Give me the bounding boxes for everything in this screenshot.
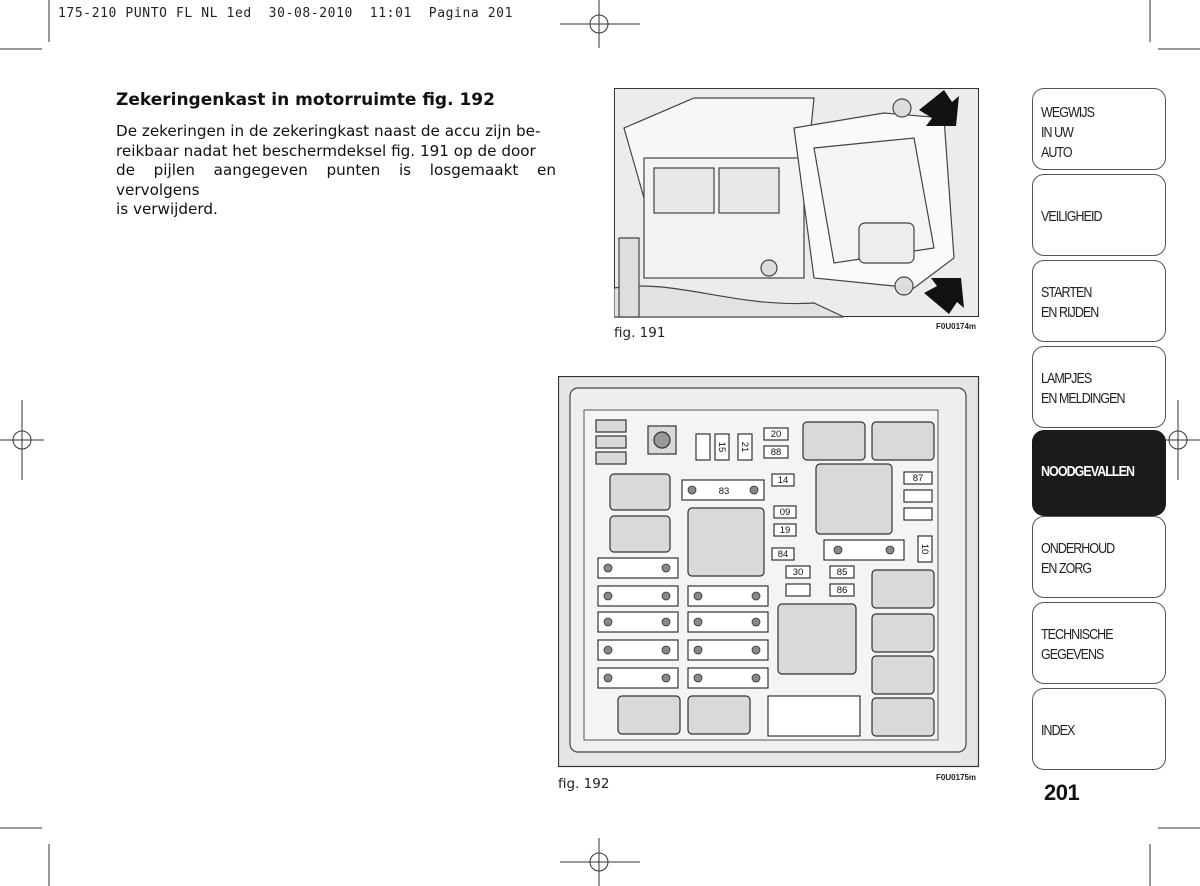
body-line: de pijlen aangegeven punten is losgemaakt en vervolgens [116, 161, 556, 199]
fuse-label: 21 [739, 441, 750, 453]
tab-label: LAMPJES EN MELDINGEN [1041, 371, 1125, 407]
fuse-label: 85 [836, 567, 848, 578]
tab-label: NOODGEVALLEN [1041, 464, 1135, 480]
tab-wegwijs[interactable] [1032, 88, 1166, 170]
fuse-label: 15 [716, 441, 727, 453]
fuse-label: 14 [777, 475, 789, 486]
body-line: is verwijderd. [116, 200, 218, 218]
tab-index[interactable] [1032, 688, 1166, 770]
tab-label: TECHNISCHE GEGEVENS [1041, 627, 1113, 663]
tab-label: STARTEN EN RIJDEN [1041, 285, 1099, 321]
tab-label: VEILIGHEID [1041, 209, 1102, 225]
tab-lampjes-en-meldingen[interactable] [1032, 346, 1166, 428]
body-line: reikbaar nadat het beschermdeksel fig. 191 op de door [116, 141, 536, 160]
fuse-label: 30 [792, 567, 804, 578]
print-header: 175-210 PUNTO FL NL 1ed 30-08-2010 11:01 Pagina 201 [58, 6, 514, 21]
body-line: De zekeringen in de zekeringkast naast de accu zijn be- [116, 122, 541, 140]
fuse-label: 09 [779, 507, 791, 518]
section-title: Zekeringenkast in motorruimte fig. 192 [116, 90, 495, 110]
tab-label: WEGWIJS IN UW AUTO [1041, 105, 1094, 161]
fig191-code: F0U0174m [936, 322, 977, 331]
fig191-illustration [614, 88, 980, 318]
tab-technische-gegevens[interactable] [1032, 602, 1166, 684]
body-paragraph [116, 122, 556, 220]
fuse-label: 87 [912, 473, 924, 484]
fuse-label: 86 [836, 585, 848, 596]
fuse-label: 84 [777, 549, 789, 560]
fig191-caption: fig. 191 [614, 325, 666, 341]
fig192-fusebox [558, 376, 980, 768]
fuse-label: 20 [770, 429, 782, 440]
fuse-label: 88 [770, 447, 782, 458]
page-number: 201 [1044, 780, 1080, 805]
fuse-label: 83 [718, 486, 730, 497]
fuse-label: 19 [779, 525, 791, 536]
fig192-caption: fig. 192 [558, 776, 610, 792]
tab-starten-en-rijden[interactable] [1032, 260, 1166, 342]
tab-onderhoud-en-zorg[interactable] [1032, 516, 1166, 598]
fuse-label: 10 [919, 543, 930, 555]
tab-label: INDEX [1041, 723, 1075, 739]
tab-veiligheid[interactable] [1032, 174, 1166, 256]
tab-label: ONDERHOUD EN ZORG [1041, 541, 1115, 577]
fig192-code: F0U0175m [936, 773, 977, 782]
tab-noodgevallen[interactable] [1032, 430, 1166, 516]
